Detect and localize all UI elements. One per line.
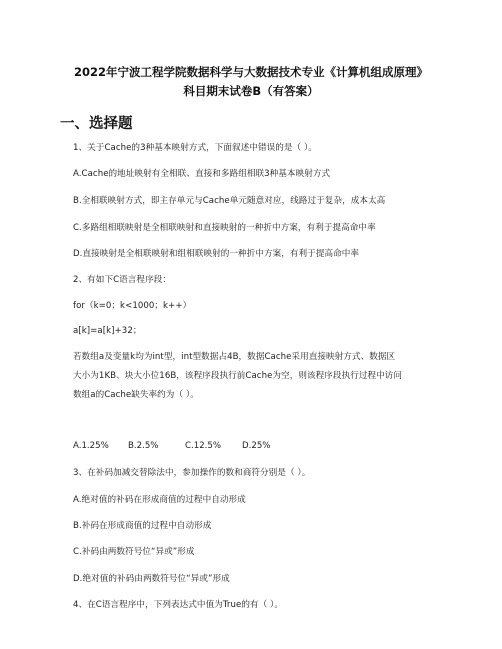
exam-title-line2: 科目期末试卷B（有答案） xyxy=(183,84,319,98)
question-2-option-c: C.12.5% xyxy=(185,441,222,451)
question-3-option-c: C.补码由两数符号位“异或”形成 xyxy=(73,547,195,557)
question-1-option-b: B.全相联映射方式，即主存单元与Cache单元随意对应，线路过于复杂，成本太高 xyxy=(73,196,386,206)
question-1-stem: 1、关于Cache的3种基本映射方式，下面叙述中错误的是（ ）。 xyxy=(73,143,317,153)
question-2-option-d: D.25% xyxy=(242,441,271,451)
question-1-option-d: D.直接映射是全相联映射和组相联映射的一种折中方案，有利于提高命中率 xyxy=(73,249,360,259)
question-2-options xyxy=(73,441,270,451)
question-3-stem: 3、在补码加减交替除法中，参加操作的数和商符分别是（ ）。 xyxy=(73,468,311,478)
question-2-desc-line1: 若数组a及变量k均为int型，int型数据占4B，数据Cache采用直接映射方式、数据区 xyxy=(73,352,396,362)
section-heading: 一、选择题 xyxy=(60,116,133,132)
question-2-stem: 2、有如下C语言程序段： xyxy=(73,275,172,285)
question-1-option-a: A.Cache的地址映射有全相联、直接和多路组相联3种基本映射方式 xyxy=(73,169,331,179)
question-3-option-d: D.绝对值的补码由两数符号位“异或”形成 xyxy=(73,574,230,584)
question-4-stem: 4、在C语言程序中，下列表达式中值为True的有（ ）。 xyxy=(73,600,284,610)
question-2-option-a: A.1.25% xyxy=(73,441,109,451)
question-2-code-line1: for（k=0；k<1000；k++） xyxy=(73,301,192,311)
question-2-desc-line2: 大小为1KB、块大小位16B，该程序段执行前Cache为空，则该程序段执行过程中访问 xyxy=(73,371,403,381)
question-3-option-a: A.绝对值的补码在形成商值的过程中自动形成 xyxy=(73,495,246,505)
question-2-code-line2: a[k]=a[k]+32； xyxy=(73,326,142,336)
question-2-desc-line3: 数组a的Cache缺失率约为（ ）。 xyxy=(73,390,199,400)
exam-title-line1: 2022年宁波工程学院数据科学与大数据技术专业《计算机组成原理》 xyxy=(73,65,428,79)
question-2-option-b: B.2.5% xyxy=(128,441,159,451)
question-3-option-b: B.补码在形成商值的过程中自动形成 xyxy=(73,521,212,531)
question-1-option-c: C.多路组相联映射是全相联映射和直接映射的一种折中方案，有利于提高命中率 xyxy=(73,223,376,233)
